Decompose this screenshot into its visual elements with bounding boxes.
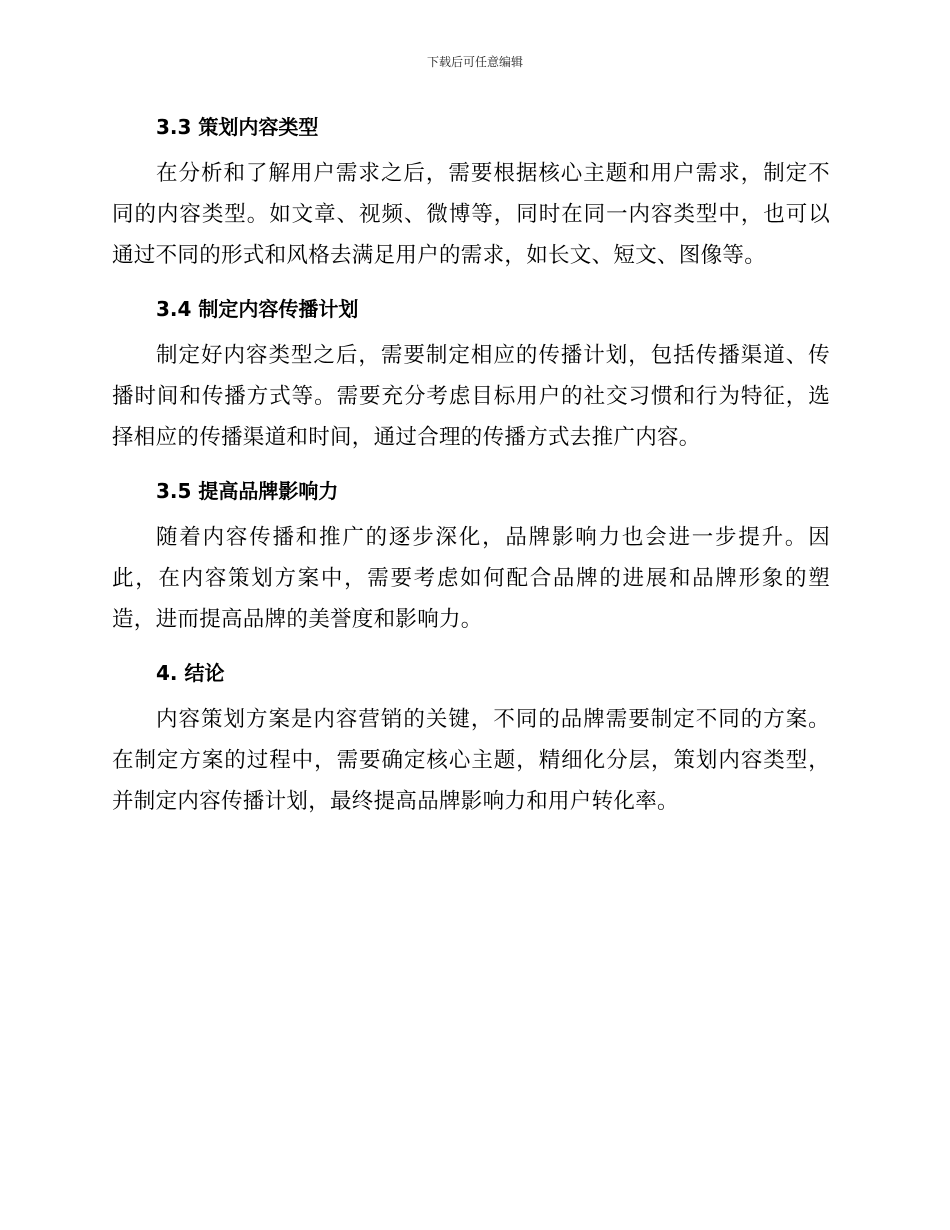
section-paragraph-4: 内容策划方案是内容营销的关键，不同的品牌需要制定不同的方案。在制定方案的过程中，需要确定核心主题，精细化分层，策划内容类型，并制定内容传播计划，最终提高品牌影响力和用户转化率。 bbox=[112, 707, 830, 814]
document-body bbox=[112, 112, 830, 822]
page-header-note: 下载后可任意编辑 bbox=[426, 55, 523, 69]
section-heading-3-4: 3.4 制定内容传播计划 bbox=[156, 297, 359, 321]
section-paragraph-3-3: 在分析和了解用户需求之后，需要根据核心主题和用户需求，制定不同的内容类型。如文章、视频、微博等，同时在同一内容类型中，也可以通过不同的形式和风格去满足用户的需求，如长文、短文、图像等。 bbox=[112, 161, 830, 268]
section-heading-3-5: 3.5 提高品牌影响力 bbox=[156, 479, 339, 503]
section-heading-3-3: 3.3 策划内容类型 bbox=[156, 115, 319, 139]
section-paragraph-3-5: 随着内容传播和推广的逐步深化，品牌影响力也会进一步提升。因此，在内容策划方案中，需要考虑如何配合品牌的进展和品牌形象的塑造，进而提高品牌的美誉度和影响力。 bbox=[112, 525, 830, 632]
section-heading-4: 4. 结论 bbox=[156, 661, 225, 685]
section-paragraph-3-4: 制定好内容类型之后，需要制定相应的传播计划，包括传播渠道、传播时间和传播方式等。需要充分考虑目标用户的社交习惯和行为特征，选择相应的传播渠道和时间，通过合理的传播方式去推广内容。 bbox=[112, 343, 830, 450]
